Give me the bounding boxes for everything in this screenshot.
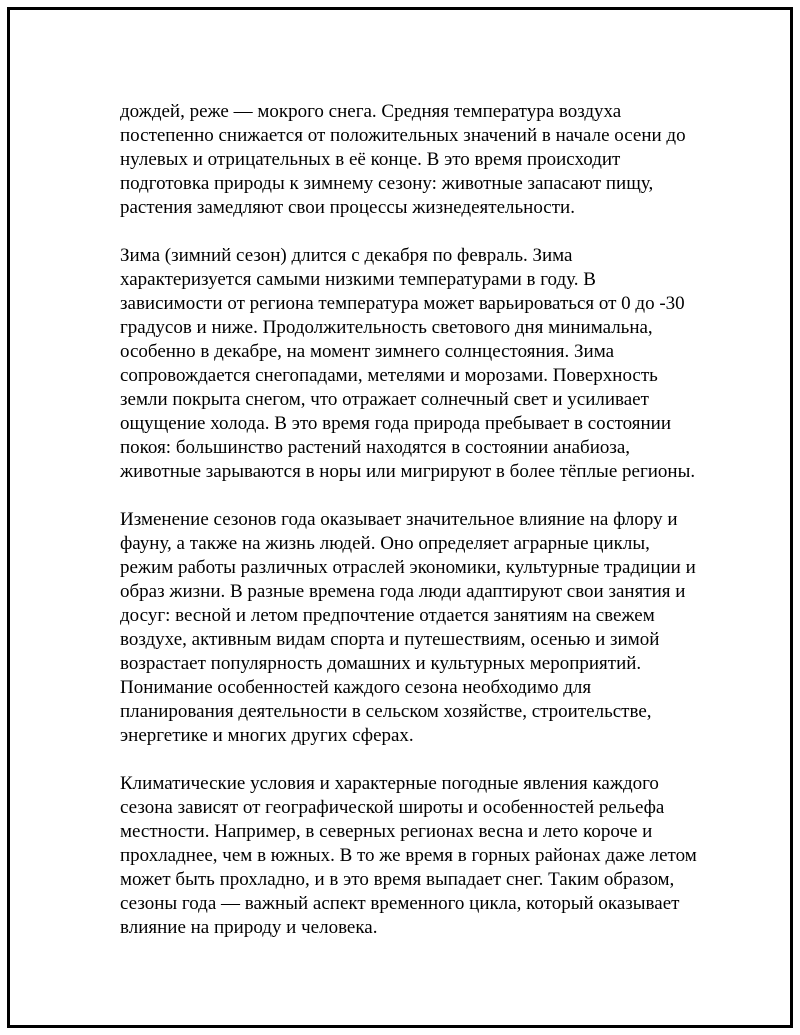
text-line: энергетике и многих других сферах. [120,725,414,746]
text-line: особенно в декабре, на момент зимнего солнцестояния. Зима [120,341,615,362]
text-line: планирования деятельности в сельском хозяйстве, строительстве, [120,701,652,722]
document-body [120,100,705,964]
text-line: сезоны года — важный аспект временного цикла, который оказывает [120,893,680,914]
text-line: земли покрыта снегом, что отражает солнечный свет и усиливает [120,389,649,410]
text-line: сезона зависят от географической широты и особенностей рельефа [120,797,665,818]
text-line: Изменение сезонов года оказывает значительное влияние на флору и [120,509,678,530]
paragraph-climate [120,772,705,940]
text-line: образ жизни. В разные времена года люди адаптируют свои занятия и [120,581,686,602]
text-line: животные зарываются в норы или мигрируют в более тёплые регионы. [120,461,696,482]
text-line: прохладнее, чем в южных. В то же время в горных районах даже летом [120,845,697,866]
text-line: Климатические условия и характерные погодные явления каждого [120,773,659,794]
text-line: досуг: весной и летом предпочтение отдается занятиям на свежем [120,605,655,626]
text-line: постепенно снижается от положительных значений в начале осени до [120,125,686,146]
text-line: характеризуется самыми низкими температурами в году. В [120,269,596,290]
text-line: воздухе, активным видам спорта и путешествиям, осенью и зимой [120,629,660,650]
text-line: дождей, реже — мокрого снега. Средняя температура воздуха [120,101,622,122]
text-line: режим работы различных отраслей экономики, культурные традиции и [120,557,696,578]
text-line: Понимание особенностей каждого сезона необходимо для [120,677,592,698]
text-line: ощущение холода. В это время года природа пребывает в состоянии [120,413,671,434]
text-line: местности. Например, в северных регионах весна и лето короче и [120,821,653,842]
text-line: Зима (зимний сезон) длится с декабря по февраль. Зима [120,245,573,266]
text-line: покоя: большинство растений находятся в состоянии анабиоза, [120,437,631,458]
text-line: сопровождается снегопадами, метелями и морозами. Поверхность [120,365,658,386]
text-line: подготовка природы к зимнему сезону: животные запасают пищу, [120,173,654,194]
text-line: нулевых и отрицательных в её конце. В это время происходит [120,149,621,170]
text-line: растения замедляют свои процессы жизнедеятельности. [120,197,575,218]
page-frame [7,7,793,1028]
text-line: фауну, а также на жизнь людей. Оно определяет аграрные циклы, [120,533,650,554]
text-line: может быть прохладно, и в это время выпадает снег. Таким образом, [120,869,675,890]
paragraph-autumn-end [120,100,705,220]
paragraph-season-influence [120,508,705,748]
text-line: влияние на природу и человека. [120,917,378,938]
paragraph-winter [120,244,705,484]
text-line: градусов и ниже. Продолжительность светового дня минимальна, [120,317,653,338]
text-line: зависимости от региона температура может варьироваться от 0 до -30 [120,293,685,314]
text-line: возрастает популярность домашних и культурных мероприятий. [120,653,642,674]
